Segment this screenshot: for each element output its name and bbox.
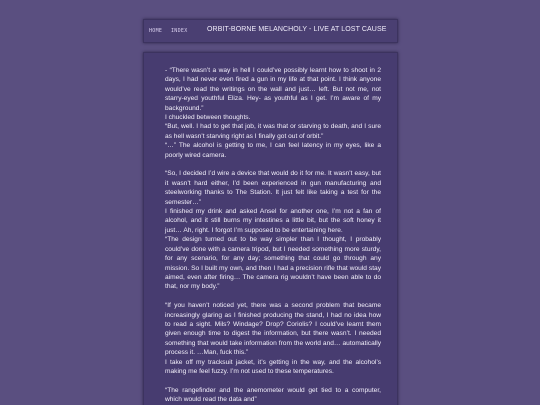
paragraph-gap <box>165 160 381 169</box>
story-paragraph: “If you haven’t noticed yet, there was a second problem that became increasingly glaring as I finished producing the stand, I had no idea how to read a sight. Mils? Windage? Drop? Coriolis? I could’ve learnt them given enough time to digest the information, but there wasn’t. I needed something that would take information from the world and… automatically process it. …Man, fuck this.” <box>165 302 381 357</box>
story-paragraph: “So, I decided I’d wire a device that would do it for me. It wasn’t easy, but it wasn’t hard either, I’d been experienced in gun manufacturing and steelworking thanks to The Station. It just felt like taking a test for the semester…” <box>165 170 381 206</box>
story-paragraph: I take off my tracksuit jacket, it’s getting in the way, and the alcohol’s making me feel fuzzy. I’m not used to these temperatures. <box>165 358 381 375</box>
story-paragraph: “The design turned out to be way simpler than I thought, I probably could’ve done with a camera tripod, but I needed something more sturdy, for any scenario, for any day; something that could go through any mission. So I built my own, and then I had a precision rifle that would stay aimed, even after firing… The camera rig wouldn’t have been able to do that, nor my body.” <box>165 236 381 291</box>
header-bar <box>143 19 398 43</box>
nav-index-link[interactable]: INDEX <box>171 28 188 34</box>
paragraph-gap <box>165 376 381 385</box>
story-paragraph: I finished my drink and asked Ansel for another one, I’m not a fan of alcohol, and it still burns my intestines a little bit, but the soft honey it just… Ah, right. I forgot I’m supposed to be entertaining here. <box>165 208 381 234</box>
story-text <box>165 66 381 405</box>
page-title: ORBIT-BORNE MELANCHOLY - LIVE AT LOST CAUSE <box>207 26 387 33</box>
story-paragraph: “…” The alcohol is getting to me, I can feel latency in my eyes, like a poorly wired camera. <box>165 142 381 159</box>
story-paragraph: “The rangefinder and the anemometer would get tied to a computer, which would read the data and” <box>165 386 381 404</box>
nav-home-link[interactable]: HOME <box>149 28 163 34</box>
story-paragraph: - “There wasn’t a way in hell I could’ve possibly learnt how to shoot in 2 days, I had never even fired a gun in my life at that point. I think anyone would’ve read the writings on the wall and just… left. But not me, not starry-eyed youthful Eliza. Hey- as youthful as I get. I’m aware of my background.” <box>165 67 381 112</box>
story-paragraph: I chuckled between thoughts. <box>165 114 251 122</box>
story-paragraph: “But, well. I had to get that job, it was that or starving to death, and I sure as hell wasn’t starving right as I finally got out of orbit.” <box>165 123 381 140</box>
paragraph-gap <box>165 292 381 301</box>
content-panel[interactable] <box>143 52 398 405</box>
